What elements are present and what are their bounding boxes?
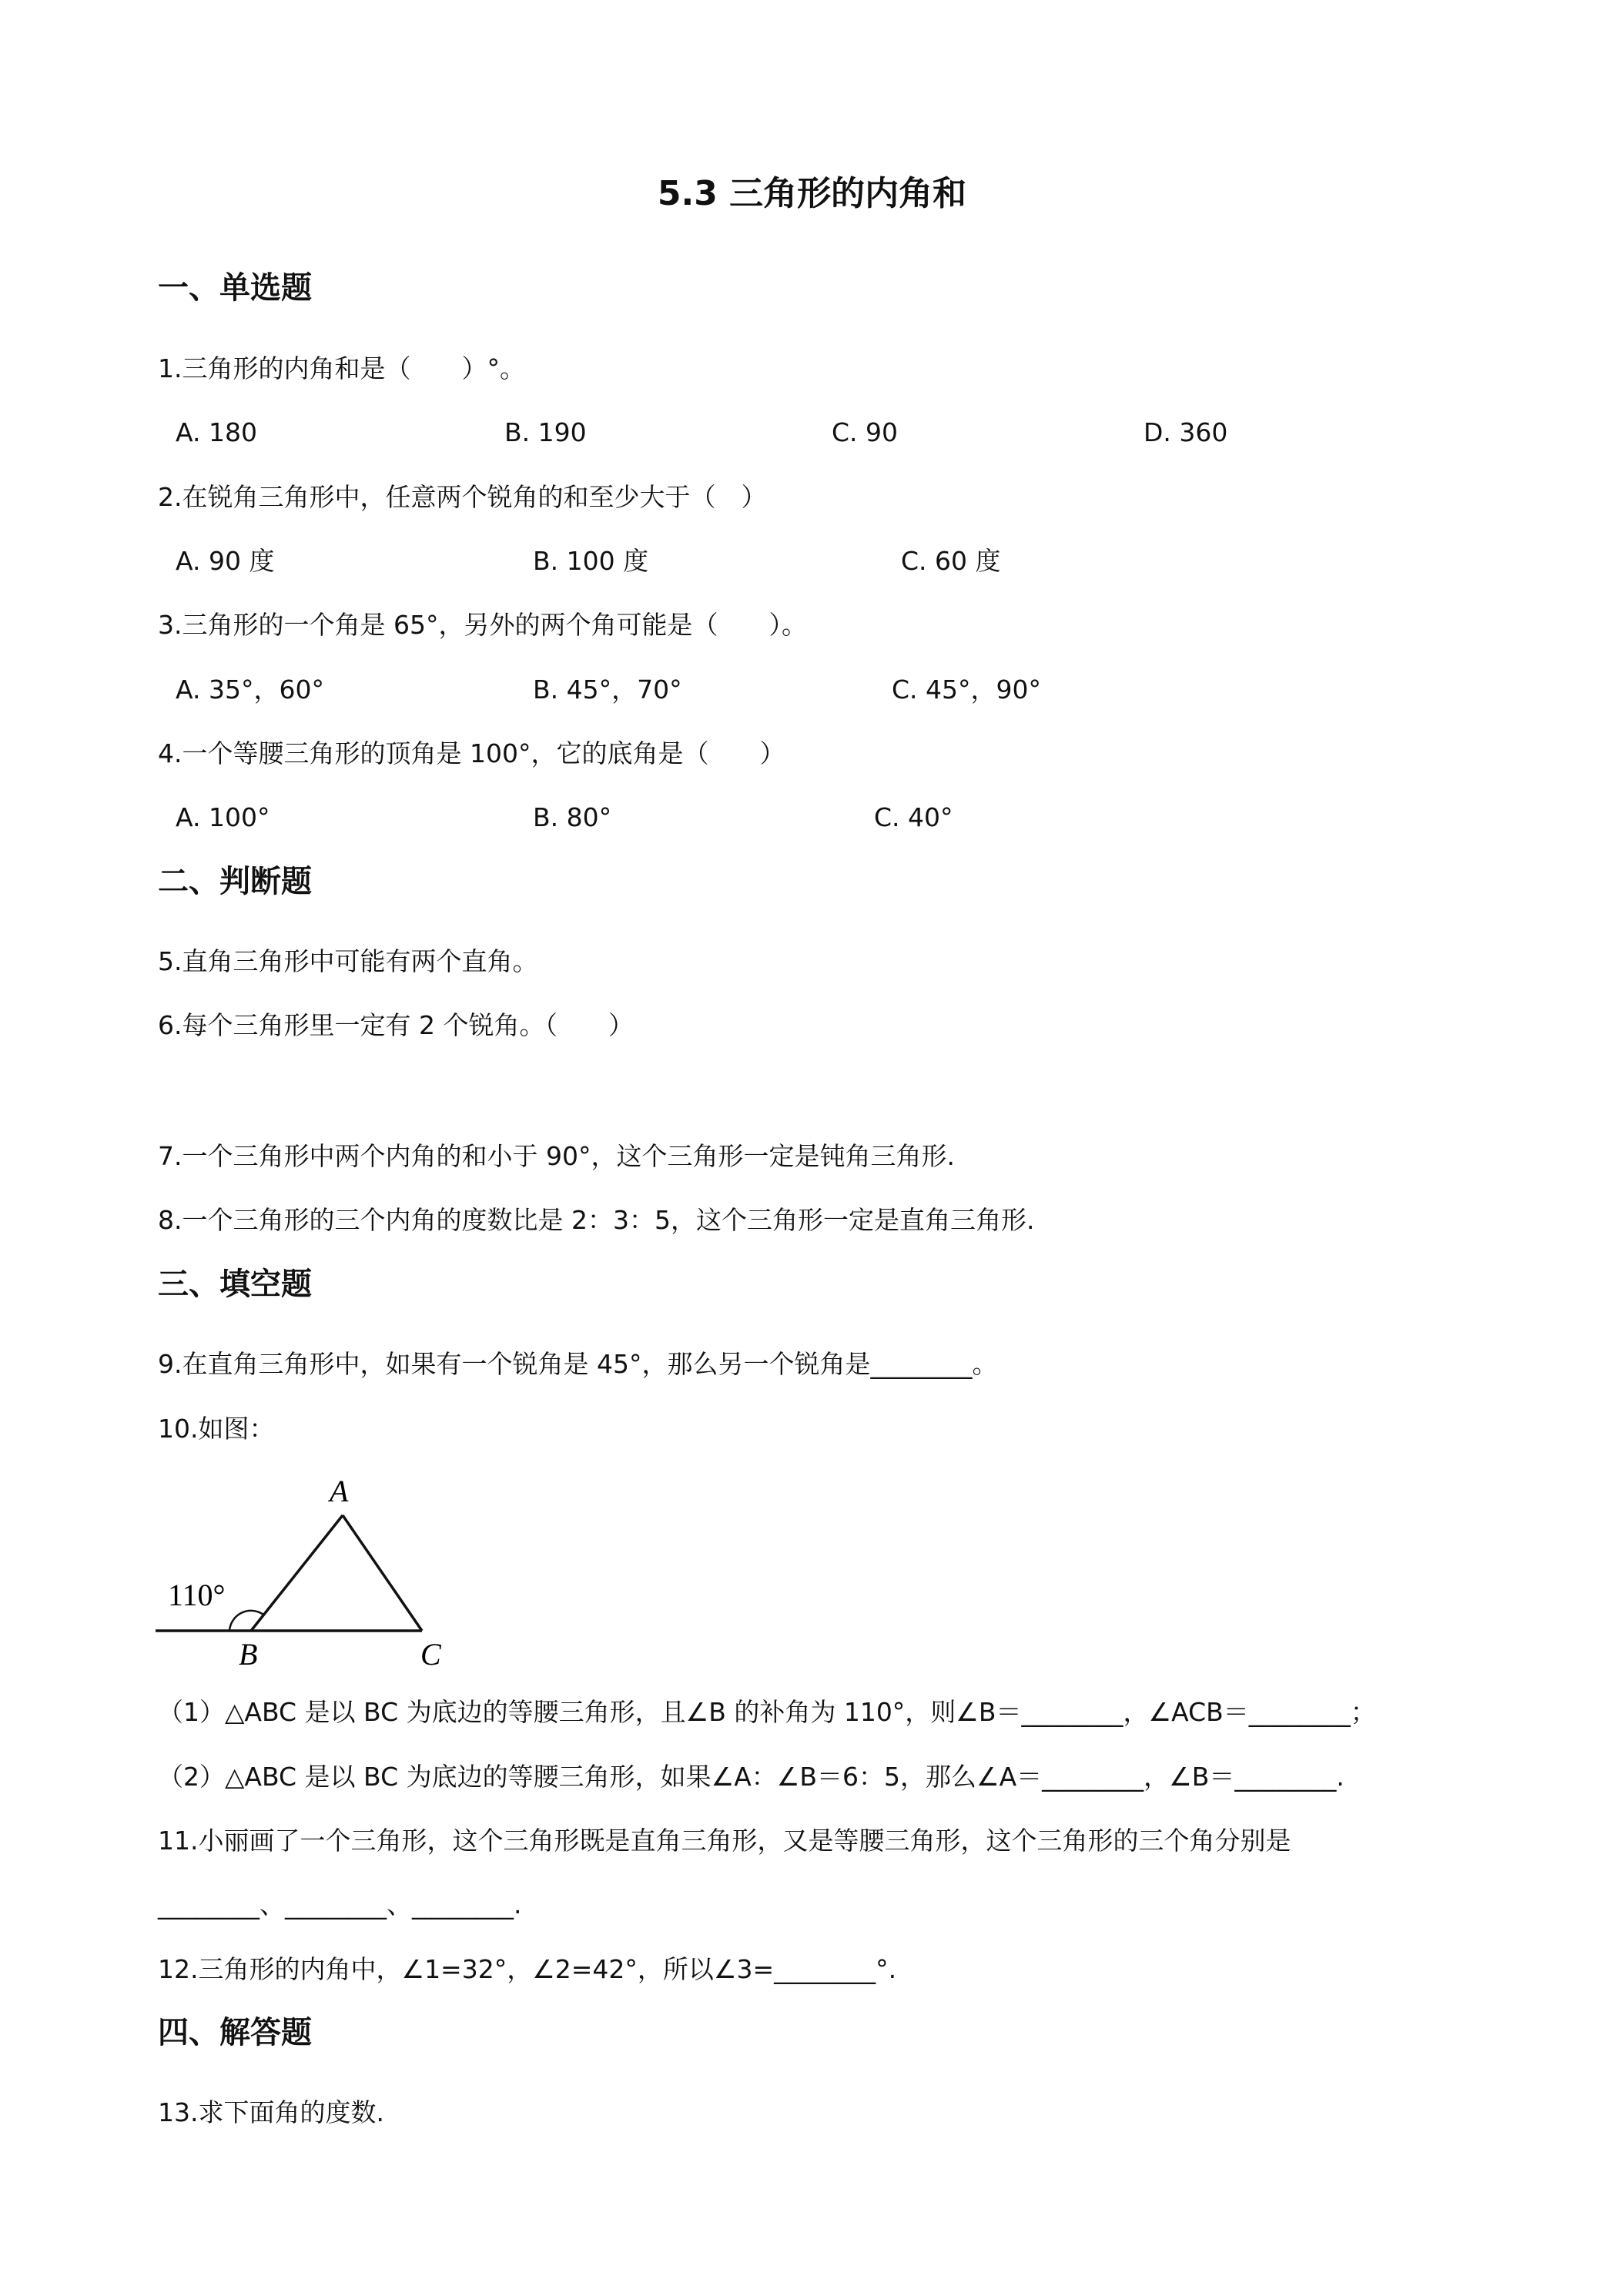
triangle-figure (154, 1457, 462, 1680)
q3-option-b: B. 45°，70° (533, 674, 682, 705)
q4-option-a: A. 100° (176, 802, 270, 832)
question-13: 13.求下面角的度数. (158, 2097, 384, 2127)
q3-option-a: A. 35°，60° (176, 674, 324, 705)
section-heading-single-choice: 一、单选题 (158, 270, 312, 306)
question-8: 8.一个三角形的三个内角的度数比是 2：3：5，这个三角形一定是直角三角形. (158, 1205, 1035, 1235)
q1-option-d: D. 360 (1143, 417, 1228, 447)
section-heading-answer: 四、解答题 (158, 2015, 312, 2050)
q4-option-c: C. 40° (874, 802, 953, 832)
q2-option-b: B. 100 度 (533, 546, 649, 576)
q3-option-c: C. 45°，90° (892, 674, 1042, 705)
q1-option-c: C. 90 (832, 417, 899, 447)
side-ac (343, 1515, 422, 1631)
triangle-diagram (154, 1457, 462, 1680)
angle-label: 110° (168, 1578, 226, 1612)
question-4: 4.一个等腰三角形的顶角是 100°，它的底角是（ ） (158, 738, 785, 768)
vertex-label-a: A (330, 1474, 349, 1508)
q4-option-b: B. 80° (533, 802, 612, 832)
question-10-part-1: （1）△ABC 是以 BC 为底边的等腰三角形，且∠B 的补角为 110°，则∠B＝________，∠ACB＝________； (158, 1697, 1376, 1727)
question-1: 1.三角形的内角和是（ ）°。 (158, 353, 525, 383)
question-3: 3.三角形的一个角是 65°，另外的两个角可能是（ ）。 (158, 610, 807, 640)
vertex-label-b: B (239, 1637, 258, 1672)
question-10: 10.如图： (158, 1414, 275, 1444)
question-7: 7.一个三角形中两个内角的和小于 90°，这个三角形一定是钝角三角形. (158, 1141, 955, 1171)
q2-option-a: A. 90 度 (176, 546, 275, 576)
question-11-blanks: ________、________、________. (158, 1889, 522, 1919)
q1-option-a: A. 180 (176, 417, 257, 447)
question-12: 12.三角形的内角中，∠1=32°，∠2=42°，所以∠3=________°. (158, 1954, 897, 1984)
q1-option-b: B. 190 (504, 417, 587, 447)
question-11: 11.小丽画了一个三角形，这个三角形既是直角三角形，又是等腰三角形，这个三角形的三个角分别是 (158, 1826, 1291, 1856)
q2-option-c: C. 60 度 (901, 546, 1001, 576)
question-9: 9.在直角三角形中，如果有一个锐角是 45°，那么另一个锐角是________。 (158, 1349, 998, 1379)
section-heading-true-false: 二、判断题 (158, 864, 312, 899)
question-5: 5.直角三角形中可能有两个直角。 (158, 946, 538, 976)
page-title: 5.3 三角形的内角和 (657, 174, 967, 213)
question-6: 6.每个三角形里一定有 2 个锐角。（ ） (158, 1010, 634, 1040)
question-2: 2.在锐角三角形中，任意两个锐角的和至少大于（ ） (158, 482, 767, 512)
vertex-label-c: C (420, 1637, 441, 1672)
section-heading-fill-in: 三、填空题 (158, 1267, 312, 1302)
side-ba (251, 1515, 343, 1631)
question-10-part-2: （2）△ABC 是以 BC 为底边的等腰三角形，如果∠A：∠B＝6：5，那么∠A＝________，∠B＝________. (158, 1762, 1344, 1792)
